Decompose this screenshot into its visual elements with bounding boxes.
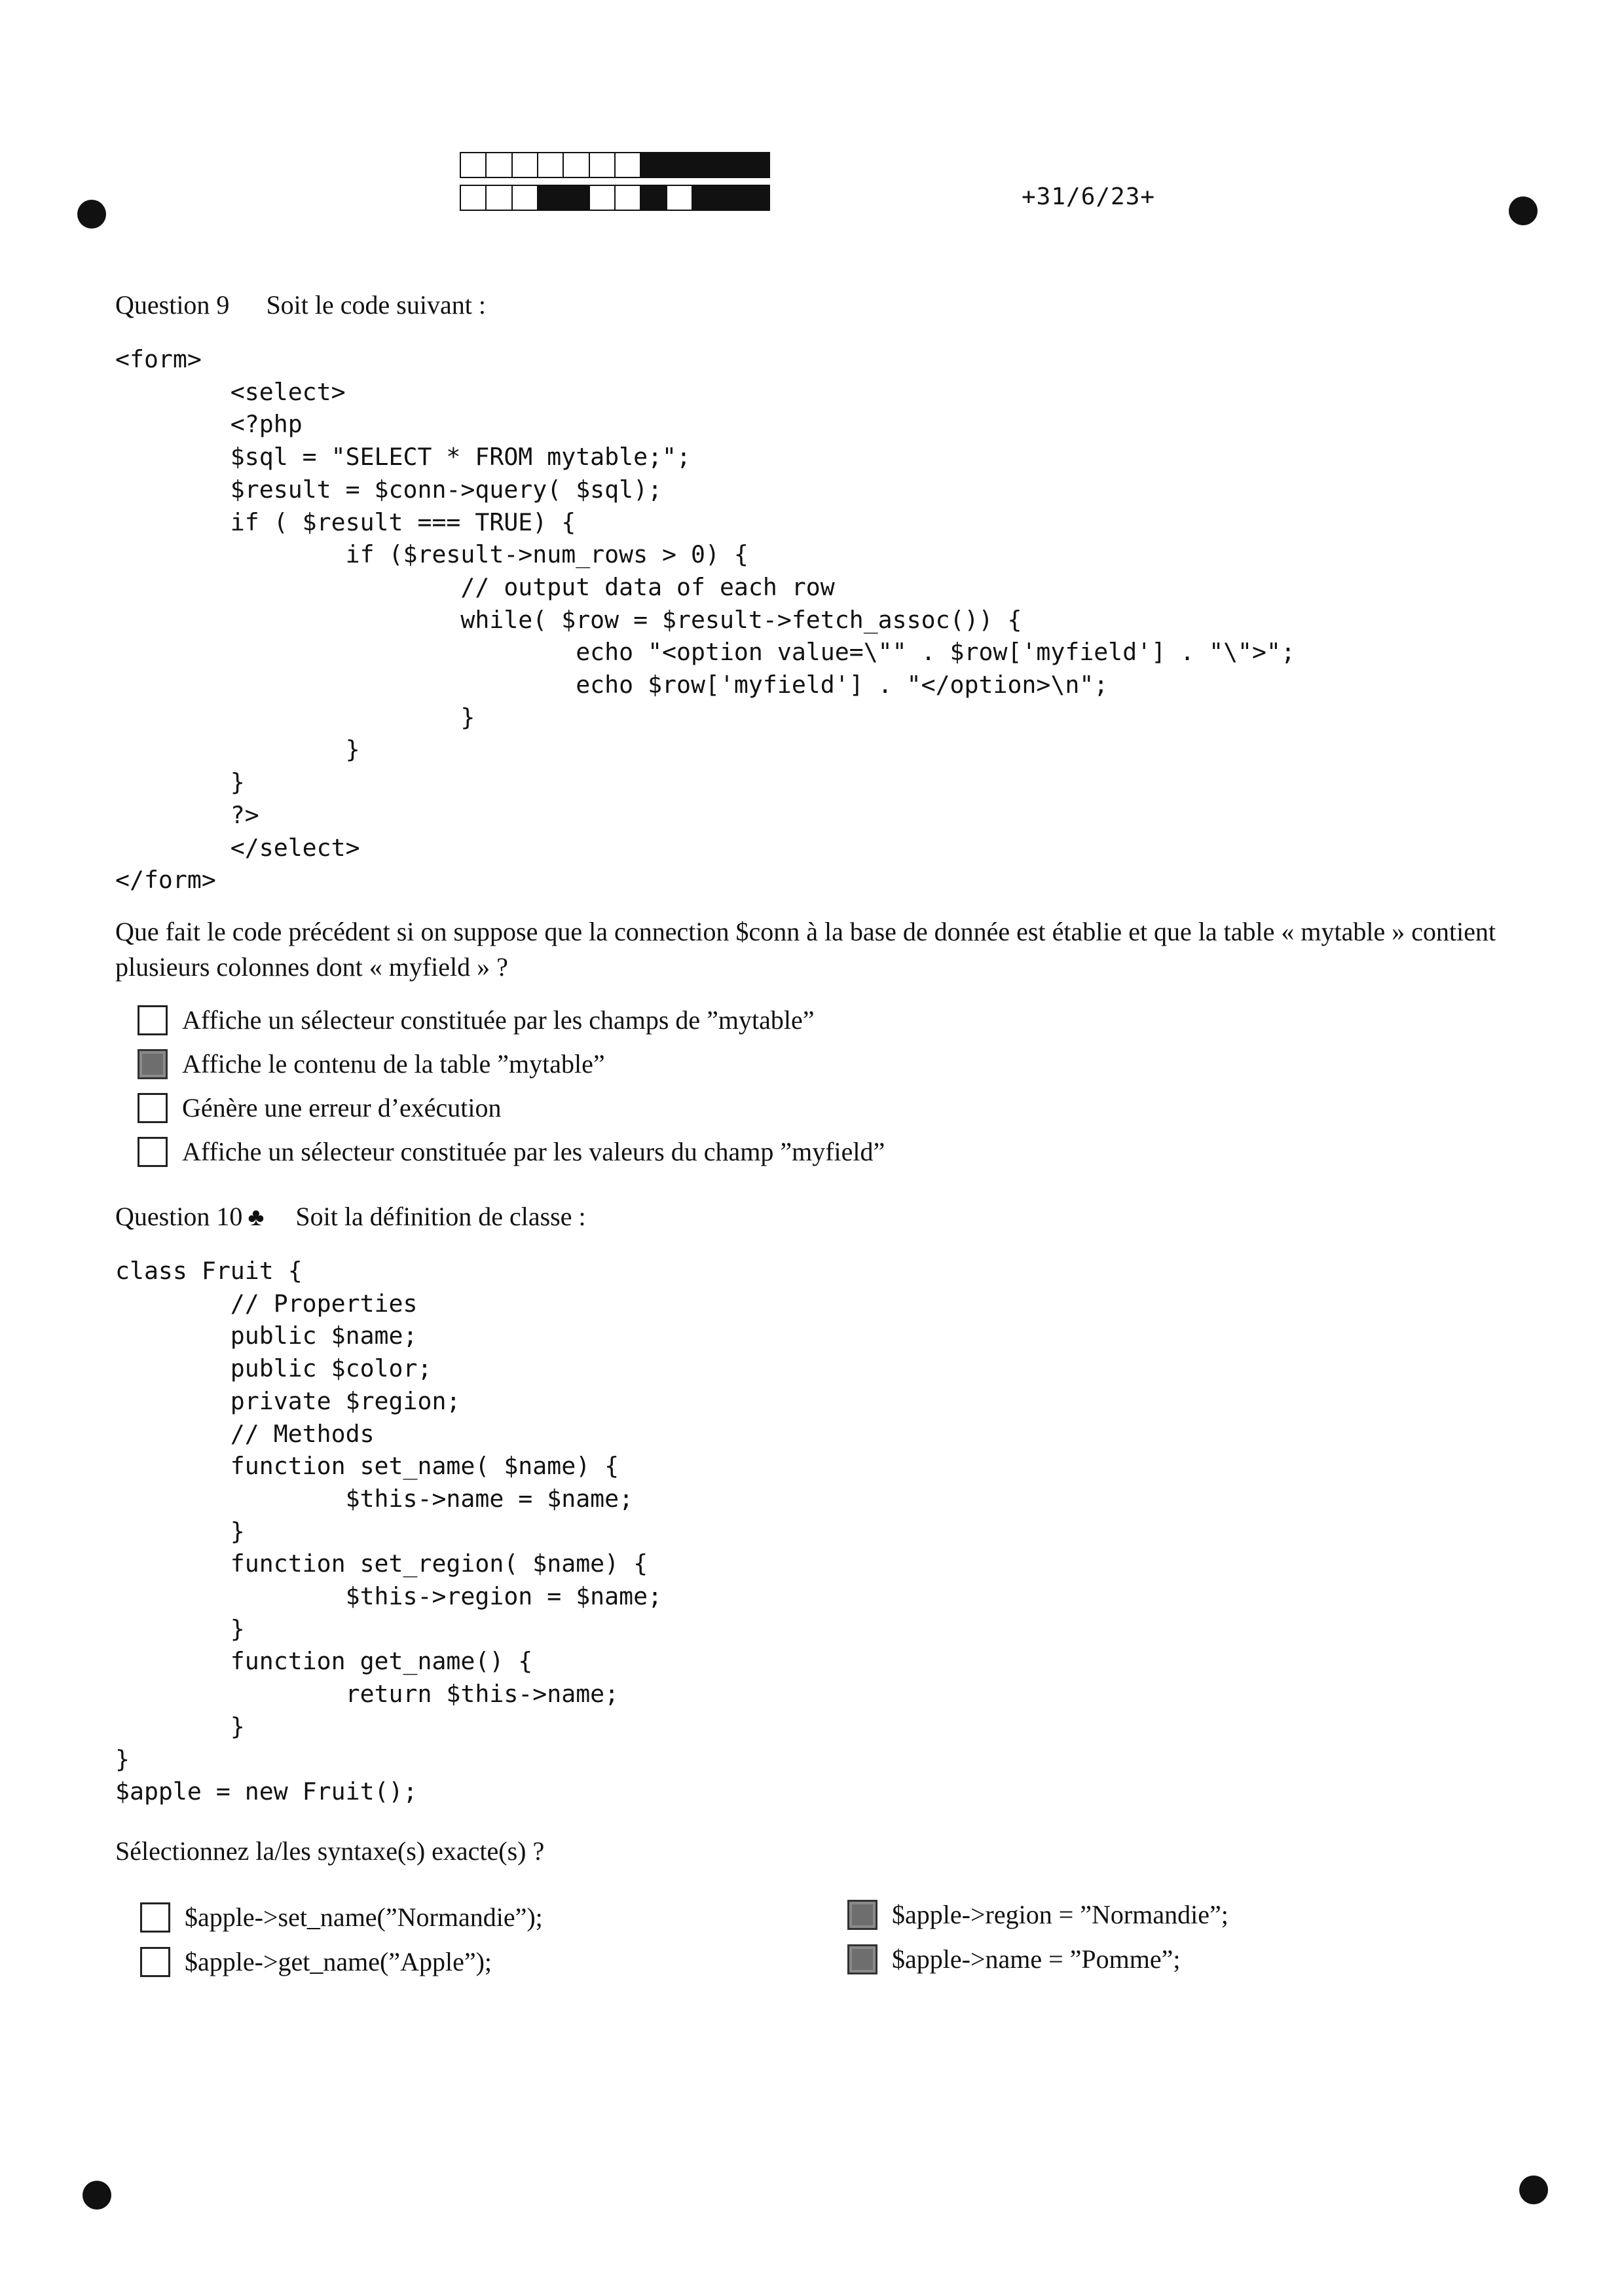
barcode-cell bbox=[666, 152, 693, 178]
barcode-cell bbox=[666, 185, 693, 211]
question-10-heading bbox=[115, 1201, 586, 1232]
answer-label: Génère une erreur d’exécution bbox=[182, 1093, 502, 1122]
answer-option[interactable] bbox=[138, 1048, 605, 1079]
barcode-cell bbox=[563, 152, 589, 178]
checkbox[interactable] bbox=[140, 1947, 170, 1977]
answer-option[interactable] bbox=[138, 1092, 502, 1123]
code-block: <form> <select> <?php $sql = "SELECT * FROM mytable;"; $result = $conn->query( $sql); if ( $result === TRUE) { if ($result->num_rows > 0) { // output data of each row while( $row = $result->fetch_assoc()) { echo "<option value=\"" . $row['myfield'] . "\">"; echo $row['myfield'] . "</option>\n"; } } } ?> </select> </form> bbox=[115, 345, 1295, 895]
question-prompt: Que fait le code précédent si on suppose que la connection $conn à la base de donnée est établie et que la table « mytable » contient plusieurs colonnes dont « myfield » ? bbox=[115, 917, 1496, 982]
checkbox[interactable] bbox=[138, 1137, 168, 1167]
barcode-cell bbox=[537, 185, 564, 211]
barcode-cell bbox=[460, 185, 487, 211]
checkbox[interactable] bbox=[140, 1902, 170, 1933]
question-intro: Soit le code suivant : bbox=[266, 290, 486, 320]
checkbox[interactable] bbox=[138, 1093, 168, 1123]
barcode-cell bbox=[743, 185, 770, 211]
answer-option[interactable] bbox=[847, 1944, 1181, 1974]
answer-label: $apple->set_name(”Normandie”); bbox=[185, 1902, 543, 1932]
club-icon: ♣ bbox=[248, 1204, 265, 1231]
question-intro: Soit la définition de classe : bbox=[295, 1202, 586, 1231]
barcode-cell bbox=[614, 185, 641, 211]
barcode-cell bbox=[485, 152, 512, 178]
answer-option[interactable] bbox=[140, 1946, 492, 1977]
answer-option[interactable] bbox=[138, 1005, 815, 1035]
barcode-row-2 bbox=[460, 185, 769, 211]
answer-label: Affiche un sélecteur constituée par les champs de ”mytable” bbox=[182, 1005, 815, 1035]
barcode-cell bbox=[511, 185, 538, 211]
barcode-cell bbox=[717, 152, 744, 178]
answer-label: $apple->region = ”Normandie”; bbox=[892, 1900, 1228, 1929]
answer-label: $apple->get_name(”Apple”); bbox=[185, 1947, 492, 1976]
checkbox[interactable] bbox=[847, 1900, 877, 1930]
page-id: +31/6/23+ bbox=[1022, 183, 1156, 210]
corner-mark-top-left bbox=[77, 200, 106, 229]
corner-mark-bottom-right bbox=[1519, 2176, 1548, 2204]
checkbox[interactable] bbox=[138, 1049, 168, 1079]
barcode-cell bbox=[692, 152, 718, 178]
barcode-cell bbox=[537, 152, 564, 178]
barcode-cell bbox=[743, 152, 770, 178]
answer-option[interactable] bbox=[140, 1902, 543, 1933]
answer-label: $apple->name = ”Pomme”; bbox=[892, 1944, 1181, 1974]
barcode-cell bbox=[589, 152, 616, 178]
answer-label: Affiche le contenu de la table ”mytable” bbox=[182, 1049, 605, 1079]
code-block: class Fruit { // Properties public $name; public $color; private $region; // Methods function set_name( $name) { $this->name = $name; } function set_region( $name) { $this->region = $name; } function get_name() { return $this->name; } } $apple = new Fruit(); bbox=[115, 1257, 663, 1806]
barcode-cell bbox=[640, 152, 667, 178]
barcode-cell bbox=[717, 185, 744, 211]
question-label: Question 10 bbox=[115, 1202, 243, 1231]
barcode-cell bbox=[485, 185, 512, 211]
barcode-cell bbox=[692, 185, 718, 211]
checkbox[interactable] bbox=[138, 1005, 168, 1035]
barcode-cell bbox=[640, 185, 667, 211]
question-label: Question 9 bbox=[115, 290, 230, 320]
question-9-heading bbox=[115, 289, 486, 320]
corner-mark-bottom-left bbox=[83, 2181, 111, 2210]
barcode-row-1 bbox=[460, 152, 769, 178]
checkbox[interactable] bbox=[847, 1944, 877, 1974]
barcode-cell bbox=[460, 152, 487, 178]
barcode-cell bbox=[614, 152, 641, 178]
question-prompt: Sélectionnez la/les syntaxe(s) exacte(s) ? bbox=[115, 1836, 545, 1866]
barcode-cell bbox=[589, 185, 616, 211]
barcode-cell bbox=[511, 152, 538, 178]
answer-option[interactable] bbox=[847, 1899, 1228, 1930]
answer-label: Affiche un sélecteur constituée par les valeurs du champ ”myfield” bbox=[182, 1137, 885, 1166]
answer-option[interactable] bbox=[138, 1136, 885, 1167]
corner-mark-top-right bbox=[1509, 196, 1538, 225]
barcode-cell bbox=[563, 185, 589, 211]
